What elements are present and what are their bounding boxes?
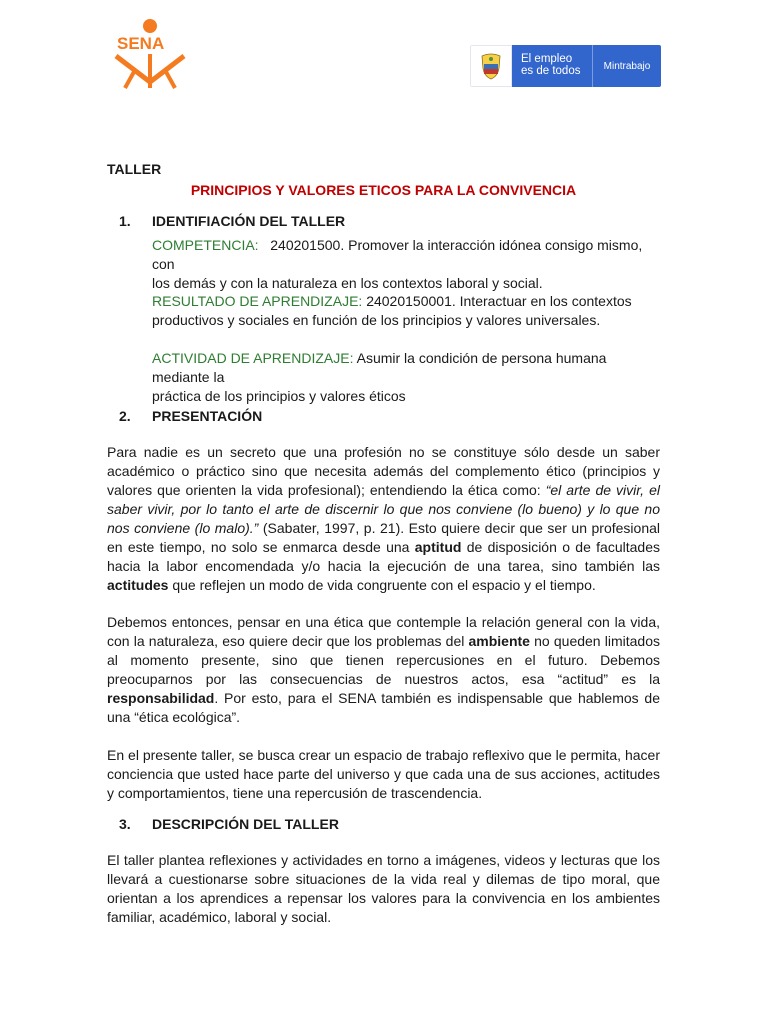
doc-label: TALLER — [107, 161, 162, 177]
section-3-heading — [107, 815, 339, 834]
section-3-number: 3. — [119, 816, 131, 832]
p1-text-b: (Sabater, 1997, p. 21). Esto quiere decir que ser un profesional en este tiempo, no solo se enmarca desde una — [107, 520, 661, 555]
section-2-heading — [107, 407, 262, 426]
p1-bold-actitudes: actitudes — [107, 577, 169, 593]
p1-text-d: que reflejen un modo de vida congruente con el espacio y el tiempo. — [168, 577, 596, 593]
actividad-line2: práctica de los principios y valores éticos — [152, 388, 406, 404]
section-2-number: 2. — [119, 408, 131, 424]
p2-bold-responsabilidad: responsabilidad — [107, 690, 215, 706]
badge-line1: El empleo — [521, 53, 573, 65]
section-1-number: 1. — [119, 213, 131, 229]
actividad-label: ACTIVIDAD DE APRENDIZAJE: — [152, 350, 354, 366]
badge-line2: es de todos — [521, 65, 581, 77]
competencia-block — [152, 236, 660, 293]
section-3-title: DESCRIPCIÓN DEL TALLER — [152, 816, 339, 832]
section-1-title: IDENTIFIACIÓN DEL TALLER — [152, 213, 346, 229]
doc-title: PRINCIPIOS Y VALORES ETICOS PARA LA CONVIVENCIA — [190, 182, 577, 198]
p2-text-c: . Por esto, para el SENA también es indispensable que hablemos de una “ética ecológica”. — [107, 690, 660, 725]
p1-text-a: Para nadie es un secreto que una profesión no se constituye sólo desde un saber académico o práctico sino que necesita además del complemento ético (principios y valores que orienten la vida profesional); entendiendo la ética como: — [107, 444, 660, 498]
competencia-line2: los demás y con la naturaleza en los contextos laboral y social. — [152, 275, 543, 291]
p2-text-a: Debemos entonces, pensar en una ética que contemple la relación general con la vida, con la naturaleza, eso quiere decir que los problemas del — [107, 614, 660, 649]
section-2-title: PRESENTACIÓN — [152, 408, 263, 424]
resultado-line2: productivos y sociales en función de los principios y valores universales. — [152, 312, 601, 328]
presentacion-paragraph-1 — [107, 443, 660, 595]
presentacion-paragraph-2 — [107, 613, 660, 727]
competencia-label: COMPETENCIA: — [152, 237, 259, 253]
presentacion-paragraph-3: En el presente taller, se busca crear un espacio de trabajo reflexivo que le permita, hacer conciencia que usted hace parte del universo y que cada una de sus acciones, actitudes y comportamientos, tiene una repercusión de trascendencia. — [107, 747, 660, 801]
resultado-label: RESULTADO DE APRENDIZAJE: — [152, 293, 363, 309]
sena-logo-text: SENA — [117, 34, 165, 53]
badge-ministry: Mintrabajo — [593, 45, 661, 87]
competencia-line1: 240201500. Promover la interacción idónea consigo mismo, con — [152, 237, 643, 272]
section-1-heading — [107, 212, 345, 231]
p1-bold-aptitud: aptitud — [414, 539, 462, 555]
actividad-line1: Asumir la condición de persona humana mediante la — [152, 350, 607, 385]
sena-logo — [113, 18, 189, 90]
actividad-block — [152, 349, 660, 406]
badge-slogan — [512, 45, 592, 87]
p2-text-b: no queden limitados al momento presente, sino que tienen repercusiones en el futuro. Debemos preocuparnos por las consecuencias de nuestros actos, esa “actitud” es la — [107, 633, 660, 687]
p1-text-c: de disposición o de facultades hacia la labor encomendada y/o hacia la ejecución de una tarea, sino también las — [107, 539, 660, 574]
resultado-block — [152, 292, 660, 330]
government-badge — [470, 45, 661, 87]
resultado-line1: 24020150001. Interactuar en los contextos — [366, 293, 632, 309]
coat-of-arms-icon — [470, 45, 512, 87]
descripcion-paragraph: El taller plantea reflexiones y actividades en torno a imágenes, videos y lecturas que los llevará a cuestionarse sobre situaciones de la vida real y dilemas de tipo moral, que orientan a los aprendices a repensar los valores para la convivencia en los ambientes familiar, académico, laboral y social. — [107, 852, 660, 925]
p2-bold-ambiente: ambiente — [468, 633, 530, 649]
p1-quote: “el arte de vivir, el saber vivir, por lo tanto el arte de discernir lo que nos conviene (lo bueno) y lo que no nos conviene (lo malo).” — [107, 482, 660, 536]
